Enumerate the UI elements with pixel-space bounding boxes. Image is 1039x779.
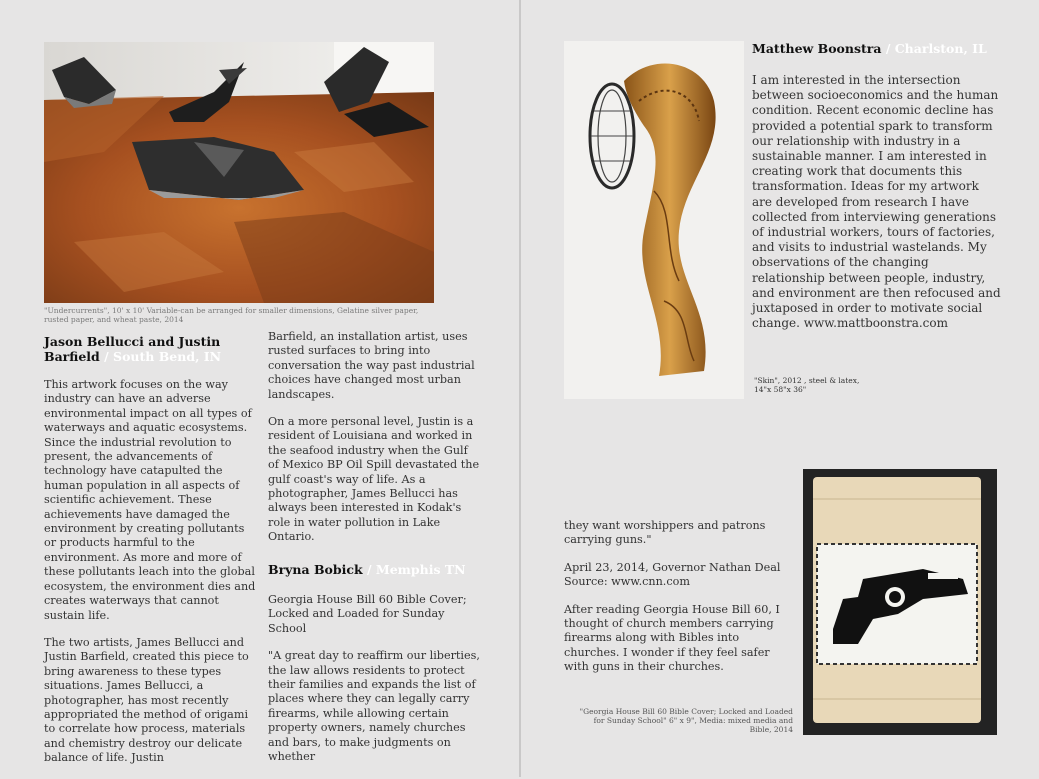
author-location: / Charlston, IL: [881, 41, 987, 56]
article-body-col1: [44, 378, 258, 779]
skin-illustration: [564, 41, 744, 399]
skin-caption: [754, 376, 874, 394]
source-info: [564, 561, 789, 590]
author-name: Bryna Bobick: [268, 562, 363, 577]
bobick-body-continued: [564, 519, 789, 688]
bible-cover-caption: "Georgia House Bill 60 Bible Cover; Locked and Loaded for Sunday School" 6" x 9", Media: mixed media and Bible, 2014: [579, 707, 793, 734]
undercurrents-photo: [44, 42, 434, 303]
author-name: Matthew Boonstra: [752, 41, 882, 56]
caption-line-1: "Skin", 2012 , steel & latex,: [754, 376, 860, 385]
left-page: [0, 0, 519, 777]
date-line: April 23, 2014, Governor Nathan Deal: [564, 560, 781, 574]
author-location: / South Bend, IN: [99, 349, 222, 364]
skin-photo: [564, 41, 744, 399]
author-line-1: Jason Bellucci and Justin: [44, 334, 221, 349]
paragraph: On a more personal level, Justin is a resident of Louisiana and worked in the seafood industry when the Gulf of Mexico BP Oil Spill devastated the gulf coast's way of life. As a photographer, James Bellucci has always been interested in Kodak's role in water pollution in Lake Ontario.: [268, 415, 480, 544]
article-heading-bobick: [268, 562, 480, 577]
article-body-col2: [268, 330, 480, 558]
author-line-2: Barfield: [44, 349, 100, 364]
paragraph: The two artists, James Bellucci and Justin Barfield, created this piece to bring awareness to these types situations. James Bellucci, a photographer, has most recently appropriated the method of origami to correlate how process, materials and chemistry destroy our delicate balance of life. Justin: [44, 635, 249, 765]
bible-cover-illustration: [803, 469, 997, 735]
paragraph: I am interested in the intersection between socioeconomics and the human condition. Recent economic decline has provided a potential spark to transform our relationship with industry in a sustainable manner. I am interested in creating work that documents this transformation. Ideas for my artwork are developed from research I have collected from interviewing generations of industrial workers, tours of factories, and visits to industrial wastelands. My observations of the changing relationship between people, industry, and environment are then refocused and juxtaposed in order to motivate social change. www.mattboonstra.com: [752, 73, 1001, 331]
reflection: After reading Georgia House Bill 60, I thought of church members carrying firearms along with Bibles into churches. I wonder if they feel safer with guns in their churches.: [564, 602, 780, 674]
undercurrents-caption: "Undercurrents", 10' x 10' Variable-can be arranged for smaller dimensions, Gelatine silver paper, rusted paper, and wheat paste, 2014: [44, 306, 419, 324]
undercurrents-illustration: [44, 42, 434, 303]
article-heading-boonstra: [752, 41, 1002, 56]
right-page: [521, 0, 1039, 777]
bible-cover-photo: [803, 469, 997, 735]
paragraph: This artwork focuses on the way industry can have an adverse environmental impact on all types of waterways and aquatic ecosystems. Since the industrial revolution to present, the advancements of technology have catapulted the human population in all aspects of scientific achievement. These achievements have damaged the environment by creating pollutants or products harmful to the environment. As more and more of these pollutants leach into the global ecosystem, the environment dies and creates waterways that cannot sustain life.: [44, 378, 256, 622]
bobick-body: [268, 593, 480, 777]
paragraph: Barfield, an installation artist, uses rusted surfaces to bring into conversation the way past industrial choices have changed most urban landscapes.: [268, 330, 475, 401]
source-line: Source: www.cnn.com: [564, 575, 690, 589]
quote: "A great day to reaffirm our liberties, the law allows residents to protect their families and expands the list of places where they can legally carry firearms, while allowing certain property owners, namely churches and bars, to make judgments on whether: [268, 649, 480, 764]
author-location: / Memphis TN: [362, 562, 466, 577]
artwork-title: Georgia House Bill 60 Bible Cover; Locked and Loaded for Sunday School: [268, 593, 467, 635]
boonstra-body: [752, 73, 1002, 344]
caption-line-2: 14"x 58"x 36": [754, 385, 807, 394]
article-heading-bellucci-barfield: [44, 334, 259, 364]
quote-end: they want worshippers and patrons carrying guns.": [564, 519, 766, 547]
